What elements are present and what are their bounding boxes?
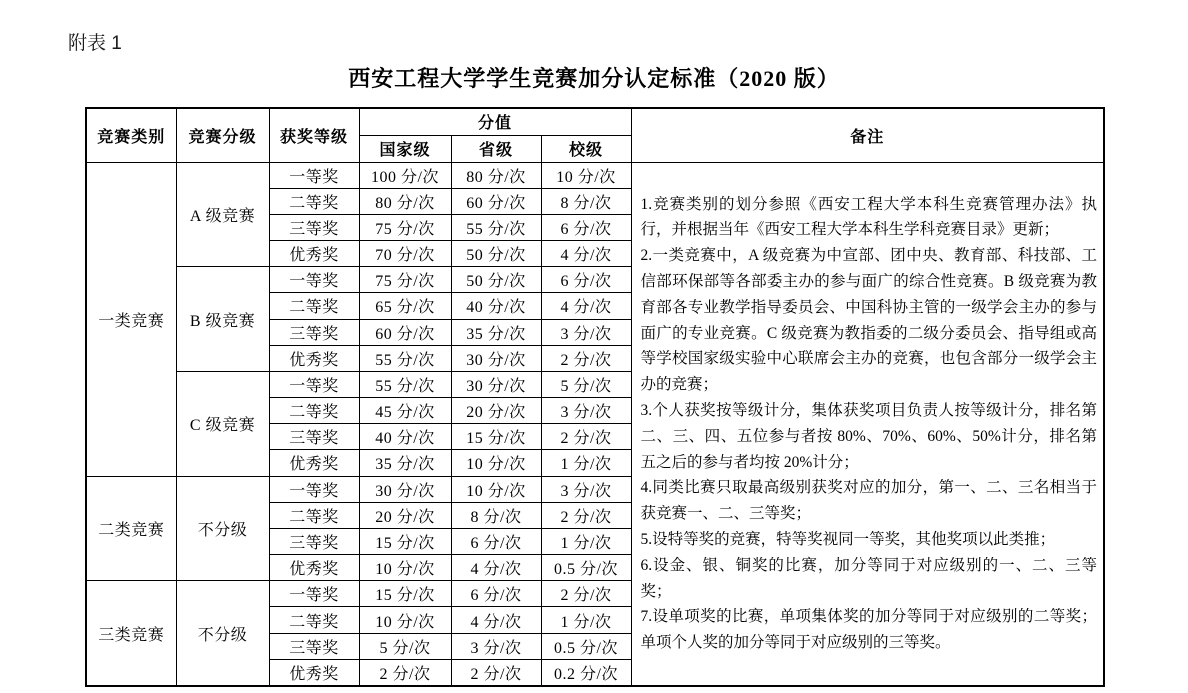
school-score-cell: 3 分/次 bbox=[541, 476, 631, 502]
page-title: 西安工程大学学生竞赛加分认定标准（2020 版） bbox=[348, 66, 840, 91]
award-level-cell: 优秀奖 bbox=[269, 241, 359, 267]
header-score: 分值 bbox=[359, 108, 631, 135]
provincial-score-cell: 35 分/次 bbox=[451, 319, 541, 345]
provincial-score-cell: 40 分/次 bbox=[451, 293, 541, 319]
national-score-cell: 80 分/次 bbox=[359, 188, 451, 214]
award-level-cell: 三等奖 bbox=[269, 214, 359, 240]
school-score-cell: 2 分/次 bbox=[541, 502, 631, 528]
header-remarks: 备注 bbox=[631, 108, 1104, 162]
national-score-cell: 5 分/次 bbox=[359, 633, 451, 659]
provincial-score-cell: 10 分/次 bbox=[451, 476, 541, 502]
school-score-cell: 5 分/次 bbox=[541, 371, 631, 397]
competition-level-cell: B 级竞赛 bbox=[176, 267, 269, 372]
school-score-cell: 1 分/次 bbox=[541, 528, 631, 554]
header-competition-level: 竞赛分级 bbox=[176, 108, 269, 162]
school-score-cell: 4 分/次 bbox=[541, 241, 631, 267]
national-score-cell: 70 分/次 bbox=[359, 241, 451, 267]
competition-level-cell: A 级竞赛 bbox=[176, 162, 269, 267]
national-score-cell: 75 分/次 bbox=[359, 267, 451, 293]
provincial-score-cell: 50 分/次 bbox=[451, 241, 541, 267]
header-national: 国家级 bbox=[359, 135, 451, 162]
national-score-cell: 15 分/次 bbox=[359, 581, 451, 607]
national-score-cell: 10 分/次 bbox=[359, 555, 451, 581]
provincial-score-cell: 30 分/次 bbox=[451, 371, 541, 397]
school-score-cell: 1 分/次 bbox=[541, 607, 631, 633]
provincial-score-cell: 2 分/次 bbox=[451, 659, 541, 686]
school-score-cell: 3 分/次 bbox=[541, 319, 631, 345]
school-score-cell: 6 分/次 bbox=[541, 267, 631, 293]
award-level-cell: 一等奖 bbox=[269, 162, 359, 188]
provincial-score-cell: 55 分/次 bbox=[451, 214, 541, 240]
provincial-score-cell: 4 分/次 bbox=[451, 607, 541, 633]
school-score-cell: 3 分/次 bbox=[541, 398, 631, 424]
school-score-cell: 6 分/次 bbox=[541, 214, 631, 240]
competition-score-table bbox=[85, 107, 1105, 687]
school-score-cell: 0.5 分/次 bbox=[541, 633, 631, 659]
competition-category-cell: 二类竞赛 bbox=[86, 476, 176, 581]
national-score-cell: 55 分/次 bbox=[359, 345, 451, 371]
provincial-score-cell: 15 分/次 bbox=[451, 424, 541, 450]
school-score-cell: 1 分/次 bbox=[541, 450, 631, 476]
provincial-score-cell: 6 分/次 bbox=[451, 528, 541, 554]
school-score-cell: 10 分/次 bbox=[541, 162, 631, 188]
header-row-1 bbox=[86, 108, 1104, 135]
remark-item: 1.竞赛类别的划分参照《西安工程大学本科生竞赛管理办法》执行，并根据当年《西安工程大学本科生学科竞赛目录》更新； bbox=[640, 195, 1097, 239]
award-level-cell: 二等奖 bbox=[269, 607, 359, 633]
competition-category-cell: 一类竞赛 bbox=[86, 162, 176, 476]
school-score-cell: 2 分/次 bbox=[541, 581, 631, 607]
school-score-cell: 8 分/次 bbox=[541, 188, 631, 214]
national-score-cell: 15 分/次 bbox=[359, 528, 451, 554]
remark-item: 3.个人获奖按等级计分，集体获奖项目负责人按等级计分，排名第二、三、四、五位参与者按 80%、70%、60%、50%计分，排名第五之后的参与者均按 20%计分； bbox=[640, 401, 1097, 471]
school-score-cell: 2 分/次 bbox=[541, 345, 631, 371]
remark-item: 2.一类竞赛中，A 级竞赛为中宣部、团中央、教育部、科技部、工信部环保部等各部委主办的参与面广的综合性竞赛。B 级竞赛为教育部各专业教学指导委员会、中国科协主管的一级学会主办的参与面广的专业竞赛。C 级竞赛为教指委的二级分委员会、指导组或高等学校国家级实验中心联席会主办的竞赛，也包含部分一级学会主办的竞赛； bbox=[640, 247, 1097, 394]
school-score-cell: 0.5 分/次 bbox=[541, 555, 631, 581]
national-score-cell: 55 分/次 bbox=[359, 371, 451, 397]
provincial-score-cell: 30 分/次 bbox=[451, 345, 541, 371]
table-row bbox=[86, 162, 1104, 188]
provincial-score-cell: 20 分/次 bbox=[451, 398, 541, 424]
provincial-score-cell: 3 分/次 bbox=[451, 633, 541, 659]
national-score-cell: 30 分/次 bbox=[359, 476, 451, 502]
school-score-cell: 2 分/次 bbox=[541, 424, 631, 450]
award-level-cell: 二等奖 bbox=[269, 293, 359, 319]
award-level-cell: 一等奖 bbox=[269, 267, 359, 293]
award-level-cell: 三等奖 bbox=[269, 528, 359, 554]
header-award-level: 获奖等级 bbox=[269, 108, 359, 162]
award-level-cell: 优秀奖 bbox=[269, 345, 359, 371]
remarks-cell bbox=[631, 162, 1104, 686]
national-score-cell: 10 分/次 bbox=[359, 607, 451, 633]
provincial-score-cell: 4 分/次 bbox=[451, 555, 541, 581]
competition-category-cell: 三类竞赛 bbox=[86, 581, 176, 686]
remark-item: 6.设金、银、铜奖的比赛，加分等同于对应级别的一、二、三等奖； bbox=[640, 556, 1097, 600]
national-score-cell: 2 分/次 bbox=[359, 659, 451, 686]
national-score-cell: 20 分/次 bbox=[359, 502, 451, 528]
award-level-cell: 二等奖 bbox=[269, 398, 359, 424]
provincial-score-cell: 6 分/次 bbox=[451, 581, 541, 607]
header-school: 校级 bbox=[541, 135, 631, 162]
award-level-cell: 三等奖 bbox=[269, 319, 359, 345]
provincial-score-cell: 60 分/次 bbox=[451, 188, 541, 214]
national-score-cell: 60 分/次 bbox=[359, 319, 451, 345]
header-competition-category: 竞赛类别 bbox=[86, 108, 176, 162]
national-score-cell: 40 分/次 bbox=[359, 424, 451, 450]
remark-item: 4.同类比赛只取最高级别获奖对应的加分，第一、二、三名相当于获竞赛一、二、三等奖； bbox=[640, 479, 1097, 523]
national-score-cell: 75 分/次 bbox=[359, 214, 451, 240]
header-provincial: 省级 bbox=[451, 135, 541, 162]
award-level-cell: 二等奖 bbox=[269, 188, 359, 214]
competition-level-cell: 不分级 bbox=[176, 581, 269, 686]
national-score-cell: 35 分/次 bbox=[359, 450, 451, 476]
national-score-cell: 65 分/次 bbox=[359, 293, 451, 319]
award-level-cell: 二等奖 bbox=[269, 502, 359, 528]
award-level-cell: 优秀奖 bbox=[269, 450, 359, 476]
school-score-cell: 0.2 分/次 bbox=[541, 659, 631, 686]
national-score-cell: 45 分/次 bbox=[359, 398, 451, 424]
competition-level-cell: 不分级 bbox=[176, 476, 269, 581]
competition-level-cell: C 级竞赛 bbox=[176, 371, 269, 476]
school-score-cell: 4 分/次 bbox=[541, 293, 631, 319]
provincial-score-cell: 80 分/次 bbox=[451, 162, 541, 188]
award-level-cell: 一等奖 bbox=[269, 581, 359, 607]
provincial-score-cell: 8 分/次 bbox=[451, 502, 541, 528]
award-level-cell: 一等奖 bbox=[269, 476, 359, 502]
provincial-score-cell: 10 分/次 bbox=[451, 450, 541, 476]
award-level-cell: 三等奖 bbox=[269, 424, 359, 450]
award-level-cell: 三等奖 bbox=[269, 633, 359, 659]
national-score-cell: 100 分/次 bbox=[359, 162, 451, 188]
remark-item: 5.设特等奖的竞赛，特等奖视同一等奖，其他奖项以此类推； bbox=[640, 530, 1056, 548]
remark-item: 7.设单项奖的比赛，单项集体奖的加分等同于对应级别的二等奖；单项个人奖的加分等同于对应级别的三等奖。 bbox=[640, 608, 1097, 652]
award-level-cell: 一等奖 bbox=[269, 371, 359, 397]
award-level-cell: 优秀奖 bbox=[269, 555, 359, 581]
appendix-label: 附表 1 bbox=[68, 33, 122, 54]
provincial-score-cell: 50 分/次 bbox=[451, 267, 541, 293]
award-level-cell: 优秀奖 bbox=[269, 659, 359, 686]
